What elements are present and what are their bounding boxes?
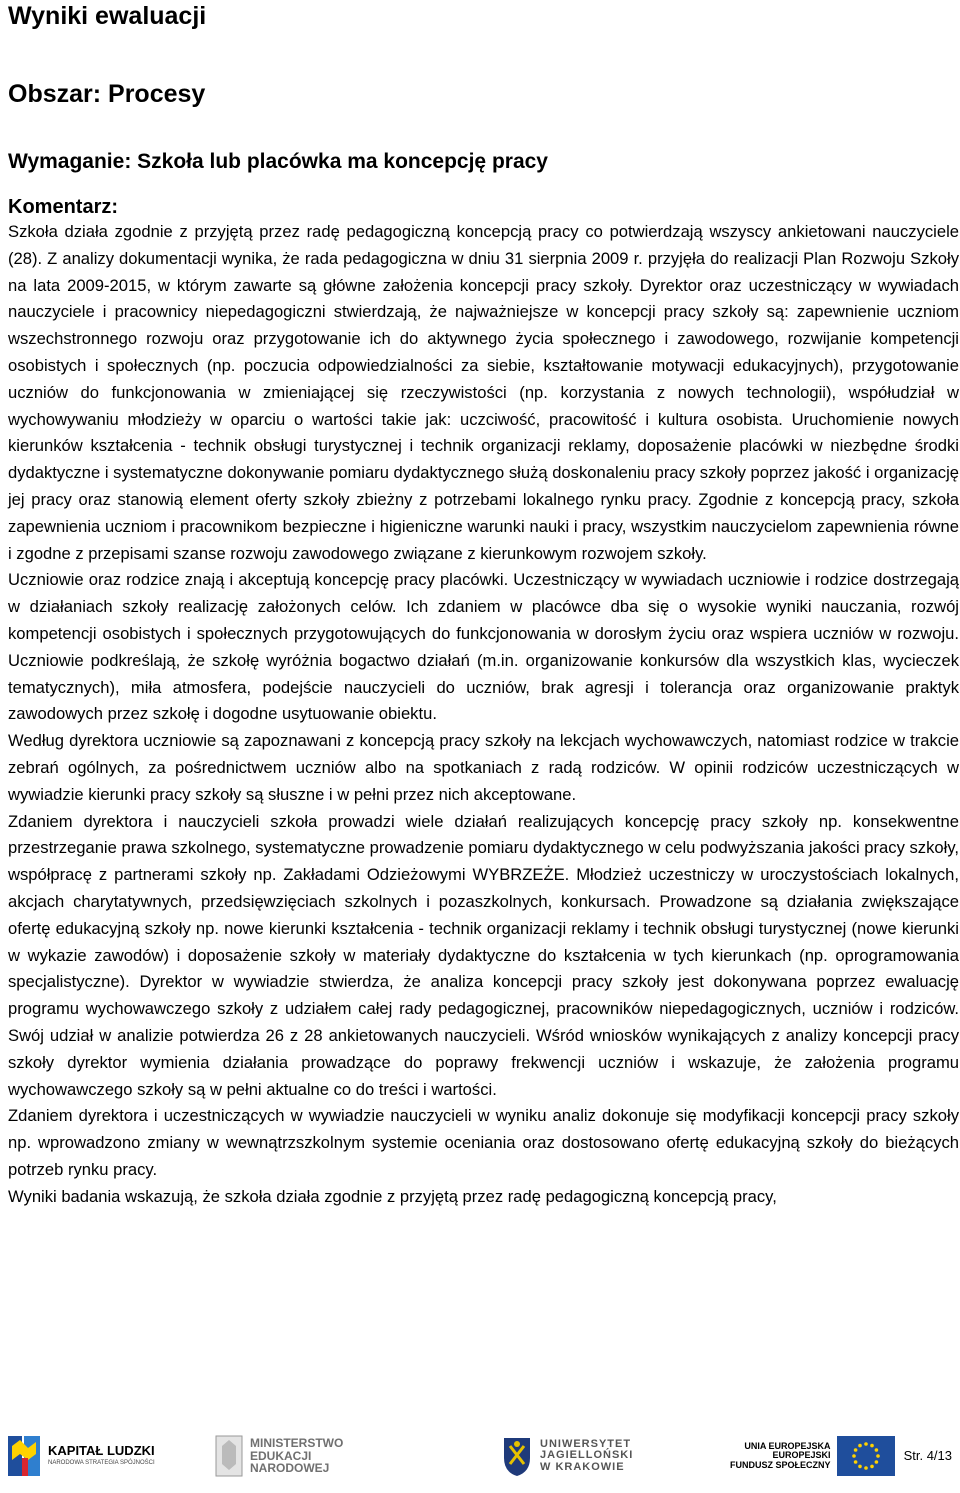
kapital-ludzki-subtitle: NARODOWA STRATEGIA SPÓJNOŚCI xyxy=(48,1459,155,1466)
eu-flag-icon xyxy=(837,1436,895,1476)
paragraph: Szkoła działa zgodnie z przyjętą przez radę pedagogiczną koncepcją pracy co potwierdzają wszyscy ankietowani nauczyciele (28). Z analizy dokumentacji wynika, że rada pedagogiczna w dniu 31 sierpnia 2009 r. przyjęła do realizacji Plan Rozwoju Szkoły na lata 2009-2015, w którym zawarte są główne założenia koncepcji pracy szkoły. Dyrektor oraz uczestniczący w wywiadach nauczyciele i pracownicy niepedagogiczni stwierdzają, że najważniejsze w koncepcji pracy szkoły są: zapewnienie uczniom wszechstronnego rozwoju oraz przygotowanie ich do aktywnego życia społecznego i zawodowego, rozwijanie kompetencji osobistych i społecznych (np. poczucia odpowiedzialności za siebie, kształtowanie motywacji edukacyjnych), przygotowanie uczniów do funkcjonowania w zmieniającej się rzeczywistości (np. korzystania z nowych technologii), współudział w wychowywaniu młodzieży w oparciu o wartości takie jak: uczciwość, pracowitość i kultura osobista. Uruchomienie nowych kierunków kształcenia - technik obsługi turystycznej i technik organizacji reklamy, doposażenie placówki w niezbędne środki dydaktyczne i systematyczne dokonywanie pomiaru dydaktycznego służą doskonaleniu pracy szkoły poprzez jakość i organizację jej pracy oraz stanowią element oferty szkoły zbieżny z potrzebami lokalnego rynku pracy. Zgodnie z koncepcją pracy, szkoła zapewnienia uczniom i pracownikom bezpieczne i higieniczne warunki nauki i pracy, wszystkim nauczycielom zapewnienia równe i zgodne z przepisami szanse rozwoju zawodowego związane z kierunkowym rozwojem szkoły. xyxy=(8,222,959,563)
ue-line3: FUNDUSZ SPOŁECZNY xyxy=(730,1459,831,1470)
area-heading: Obszar: Procesy xyxy=(8,80,206,108)
paragraph: Według dyrektora uczniowie są zapoznawani z koncepcją pracy szkoły na lekcjach wychowawczych, natomiast rodzice w trakcie zebrań ogólnych, za pośrednictwem uczniów albo na spotkaniach z radą rodziców. W opinii rodziców uczestniczących w wywiadzie kierunki pracy szkoły są słuszne i w pełni przez nich akceptowane. xyxy=(8,731,959,804)
kapital-ludzki-emblem-icon xyxy=(6,1430,42,1480)
men-logo xyxy=(214,1434,343,1478)
ue-efs-logo xyxy=(730,1436,895,1476)
page-title: Wyniki ewaluacji xyxy=(8,2,207,30)
men-line3: NARODOWEJ xyxy=(250,1461,330,1476)
kapital-ludzki-logo xyxy=(6,1430,155,1480)
uj-line1: UNIWERSYTET xyxy=(540,1437,632,1450)
paragraph: Zdaniem dyrektora i nauczycieli szkoła prowadzi wiele działań realizujących koncepcję pracy szkoły np. konsekwentne przestrzeganie prawa szkolnego, systematyczne prowadzenie pomiaru dydaktycznego w celu podwyższania jakości pracy szkoły, współpracę z partnerami szkoły np. Zakładami Odzieżowymi WYBRZEŻE. Młodzież uczestniczy w uroczystościach lokalnych, akcjach charytatywnych, przedsięwzięciach szkolnych i pozaszkolnych, konkursach. Prowadzone są działania zwiększające ofertę edukacyjną szkoły np. nowe kierunki kształcenia - technik organizacji reklamy i technik obsługi turystycznej (nowe kierunki w wykazie zawodów) i doposażenie szkoły w materiały dydaktyczne do kształcenia w tych kierunkach (np. oprogramowania specjalistyczne). Dyrektor w wywiadzie stwierdza, że analiza koncepcji pracy szkoły jest dokonywana poprzez ewaluację programu wychowawczego szkoły z udziałem całej rady pedagogicznej, pracowników niepedagogicznych, uczniów i rodziców. Swój udział w analizie potwierdza 26 z 28 ankietowanych nauczycieli. Wśród wniosków wynikających z analizy koncepcji pracy szkoły dyrektor wymienia działania prowadzące do poprawy frekwencji uczniów i wskazuje, że założenia programu wychowawczego szkoły są w pełni aktualne co do treści i wartości. xyxy=(8,811,959,1099)
ue-line2: EUROPEJSKI xyxy=(772,1450,831,1461)
paragraph: Wyniki badania wskazują, że szkoła działa zgodnie z przyjętą przez radę pedagogiczną koncepcją pracy, xyxy=(8,1186,777,1206)
uj-crest-icon xyxy=(500,1434,534,1478)
paragraph: Uczniowie oraz rodzice znają i akceptują koncepcję pracy placówki. Uczestniczący w wywiadach uczniowie i rodzice dostrzegają w działaniach szkoły realizację założonych celów. Ich zdaniem w placówce dba się o wysokie wyniki nauczania, rozwój kompetencji osobistych i społecznych przygotowujących do funkcjonowania w dorosłym życiu oraz wspiera uczniów w rozwoju. Uczniowie podkreślają, że szkołę wyróżnia bogactwo działań (m.in. organizowanie konkursów dla wszystkich klas, wycieczek tematycznych), miła atmosfera, podejście nauczycieli do uczniów, brak agresji i tolerancja oraz organizowanie praktyk zawodowych przez szkołę i dogodne usytuowanie obiektu. xyxy=(8,570,959,724)
requirement-heading: Wymaganie: Szkoła lub placówka ma koncepcję pracy xyxy=(8,150,548,173)
page-number: Str. 4/13 xyxy=(903,1448,952,1463)
men-emblem-icon xyxy=(214,1434,244,1478)
paragraph: Zdaniem dyrektora i uczestniczących w wywiadzie nauczycieli w wyniku analiz dokonuje się modyfikacji koncepcji pracy szkoły np. wprowadzono zmiany w wewnątrzszkolnym systemie oceniania oraz dostosowano ofertę edukacyjną szkoły do bieżących potrzeb rynku pracy. xyxy=(8,1106,959,1179)
ue-line1: UNIA EUROPEJSKA xyxy=(744,1440,831,1451)
kapital-ludzki-title: KAPITAŁ LUDZKI xyxy=(48,1443,155,1459)
comment-body xyxy=(8,219,959,1210)
men-line2: EDUKACJI xyxy=(250,1448,312,1463)
comment-label: Komentarz: xyxy=(8,196,119,218)
uj-line2: JAGIELLOŃSKI xyxy=(540,1449,634,1462)
footer xyxy=(0,1420,960,1493)
uj-logo xyxy=(500,1434,633,1478)
uj-line3: W KRAKOWIE xyxy=(540,1460,625,1473)
men-line1: MINISTERSTWO xyxy=(250,1436,344,1451)
